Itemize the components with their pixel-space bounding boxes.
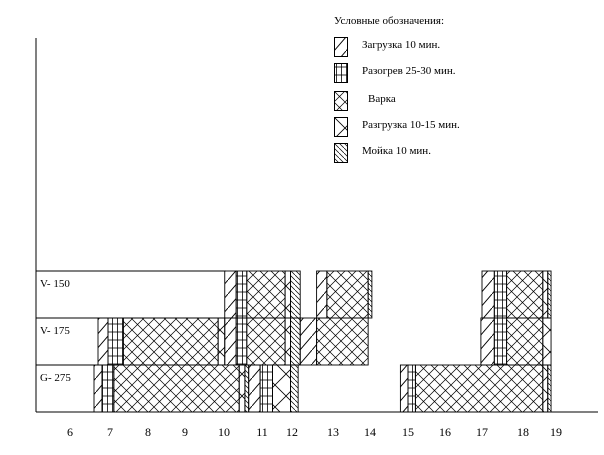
x-tick-label: 8 [145, 425, 151, 439]
legend-label-wash: Мойка 10 мин. [362, 145, 431, 157]
bar-load [94, 365, 102, 412]
bar-unload [543, 271, 548, 318]
x-tick-label: 15 [402, 425, 414, 439]
legend-item-heat [334, 63, 534, 83]
bar-load [225, 271, 236, 318]
bar-load [400, 365, 408, 412]
legend-title: Условные обозначения: [334, 15, 445, 27]
legend-item-unload [334, 117, 534, 137]
row-label: G- 275 [40, 372, 71, 384]
x-tick-label: 14 [364, 425, 376, 439]
bar-unload [218, 318, 225, 365]
x-tick-label: 7 [107, 425, 113, 439]
legend-label-heat: Разогрев 25-30 мин. [362, 65, 456, 77]
legend-item-cook [334, 91, 534, 111]
bar-heat [236, 271, 247, 318]
bar-load [481, 318, 494, 365]
legend-item-load [334, 37, 534, 57]
bar-cook [114, 365, 239, 412]
bar-unload [285, 318, 290, 365]
legend-label-cook: Варка [368, 93, 396, 105]
bar-load [98, 318, 108, 365]
x-tick-label: 17 [476, 425, 488, 439]
bar-cook [317, 318, 369, 365]
legend-swatch-cook [334, 91, 348, 111]
bar-load [225, 318, 236, 365]
bar-heat [260, 365, 272, 412]
x-tick-label: 11 [256, 425, 268, 439]
legend-swatch-load [334, 37, 348, 57]
legend-label-unload: Разгрузка 10-15 мин. [362, 119, 460, 131]
bar-cook [123, 318, 218, 365]
x-tick-label: 10 [218, 425, 230, 439]
bar-load [300, 318, 316, 365]
bar-heat [108, 318, 123, 365]
x-tick-label: 12 [286, 425, 298, 439]
row-label: V- 175 [40, 325, 70, 337]
bar-cook [247, 271, 285, 318]
bar-load [482, 271, 494, 318]
bar-load [249, 365, 260, 412]
x-tick-label: 19 [550, 425, 562, 439]
bar-cook [327, 271, 368, 318]
legend-swatch-wash [334, 143, 348, 163]
bar-wash [291, 271, 301, 318]
bar-cook [507, 271, 543, 318]
bar-wash [291, 318, 301, 365]
bar-cook [507, 318, 543, 365]
legend-swatch-unload [334, 117, 348, 137]
x-tick-label: 16 [439, 425, 451, 439]
bar-load [317, 271, 327, 318]
bar-heat [408, 365, 415, 412]
bar-unload [285, 271, 290, 318]
bar-heat [494, 318, 506, 365]
bar-unload [543, 365, 548, 412]
x-tick-label: 9 [182, 425, 188, 439]
bar-heat [494, 271, 506, 318]
legend-label-load: Загрузка 10 мин. [362, 39, 441, 51]
x-tick-label: 13 [327, 425, 339, 439]
bar-wash [245, 365, 249, 412]
legend-swatch-heat [334, 63, 348, 83]
bar-heat [236, 318, 247, 365]
bar-wash [548, 365, 551, 412]
x-tick-label: 18 [517, 425, 529, 439]
x-tick-label: 6 [67, 425, 73, 439]
bar-wash [368, 271, 372, 318]
legend-item-wash [334, 143, 534, 163]
bar-cook [247, 318, 285, 365]
bar-wash [548, 271, 551, 318]
bar-unload [273, 365, 291, 412]
bar-heat [102, 365, 114, 412]
bar-unload [543, 318, 551, 365]
row-label: V- 150 [40, 278, 70, 290]
bar-wash [291, 365, 299, 412]
legend [334, 15, 534, 165]
bar-cook [415, 365, 542, 412]
bar-unload [239, 365, 245, 412]
